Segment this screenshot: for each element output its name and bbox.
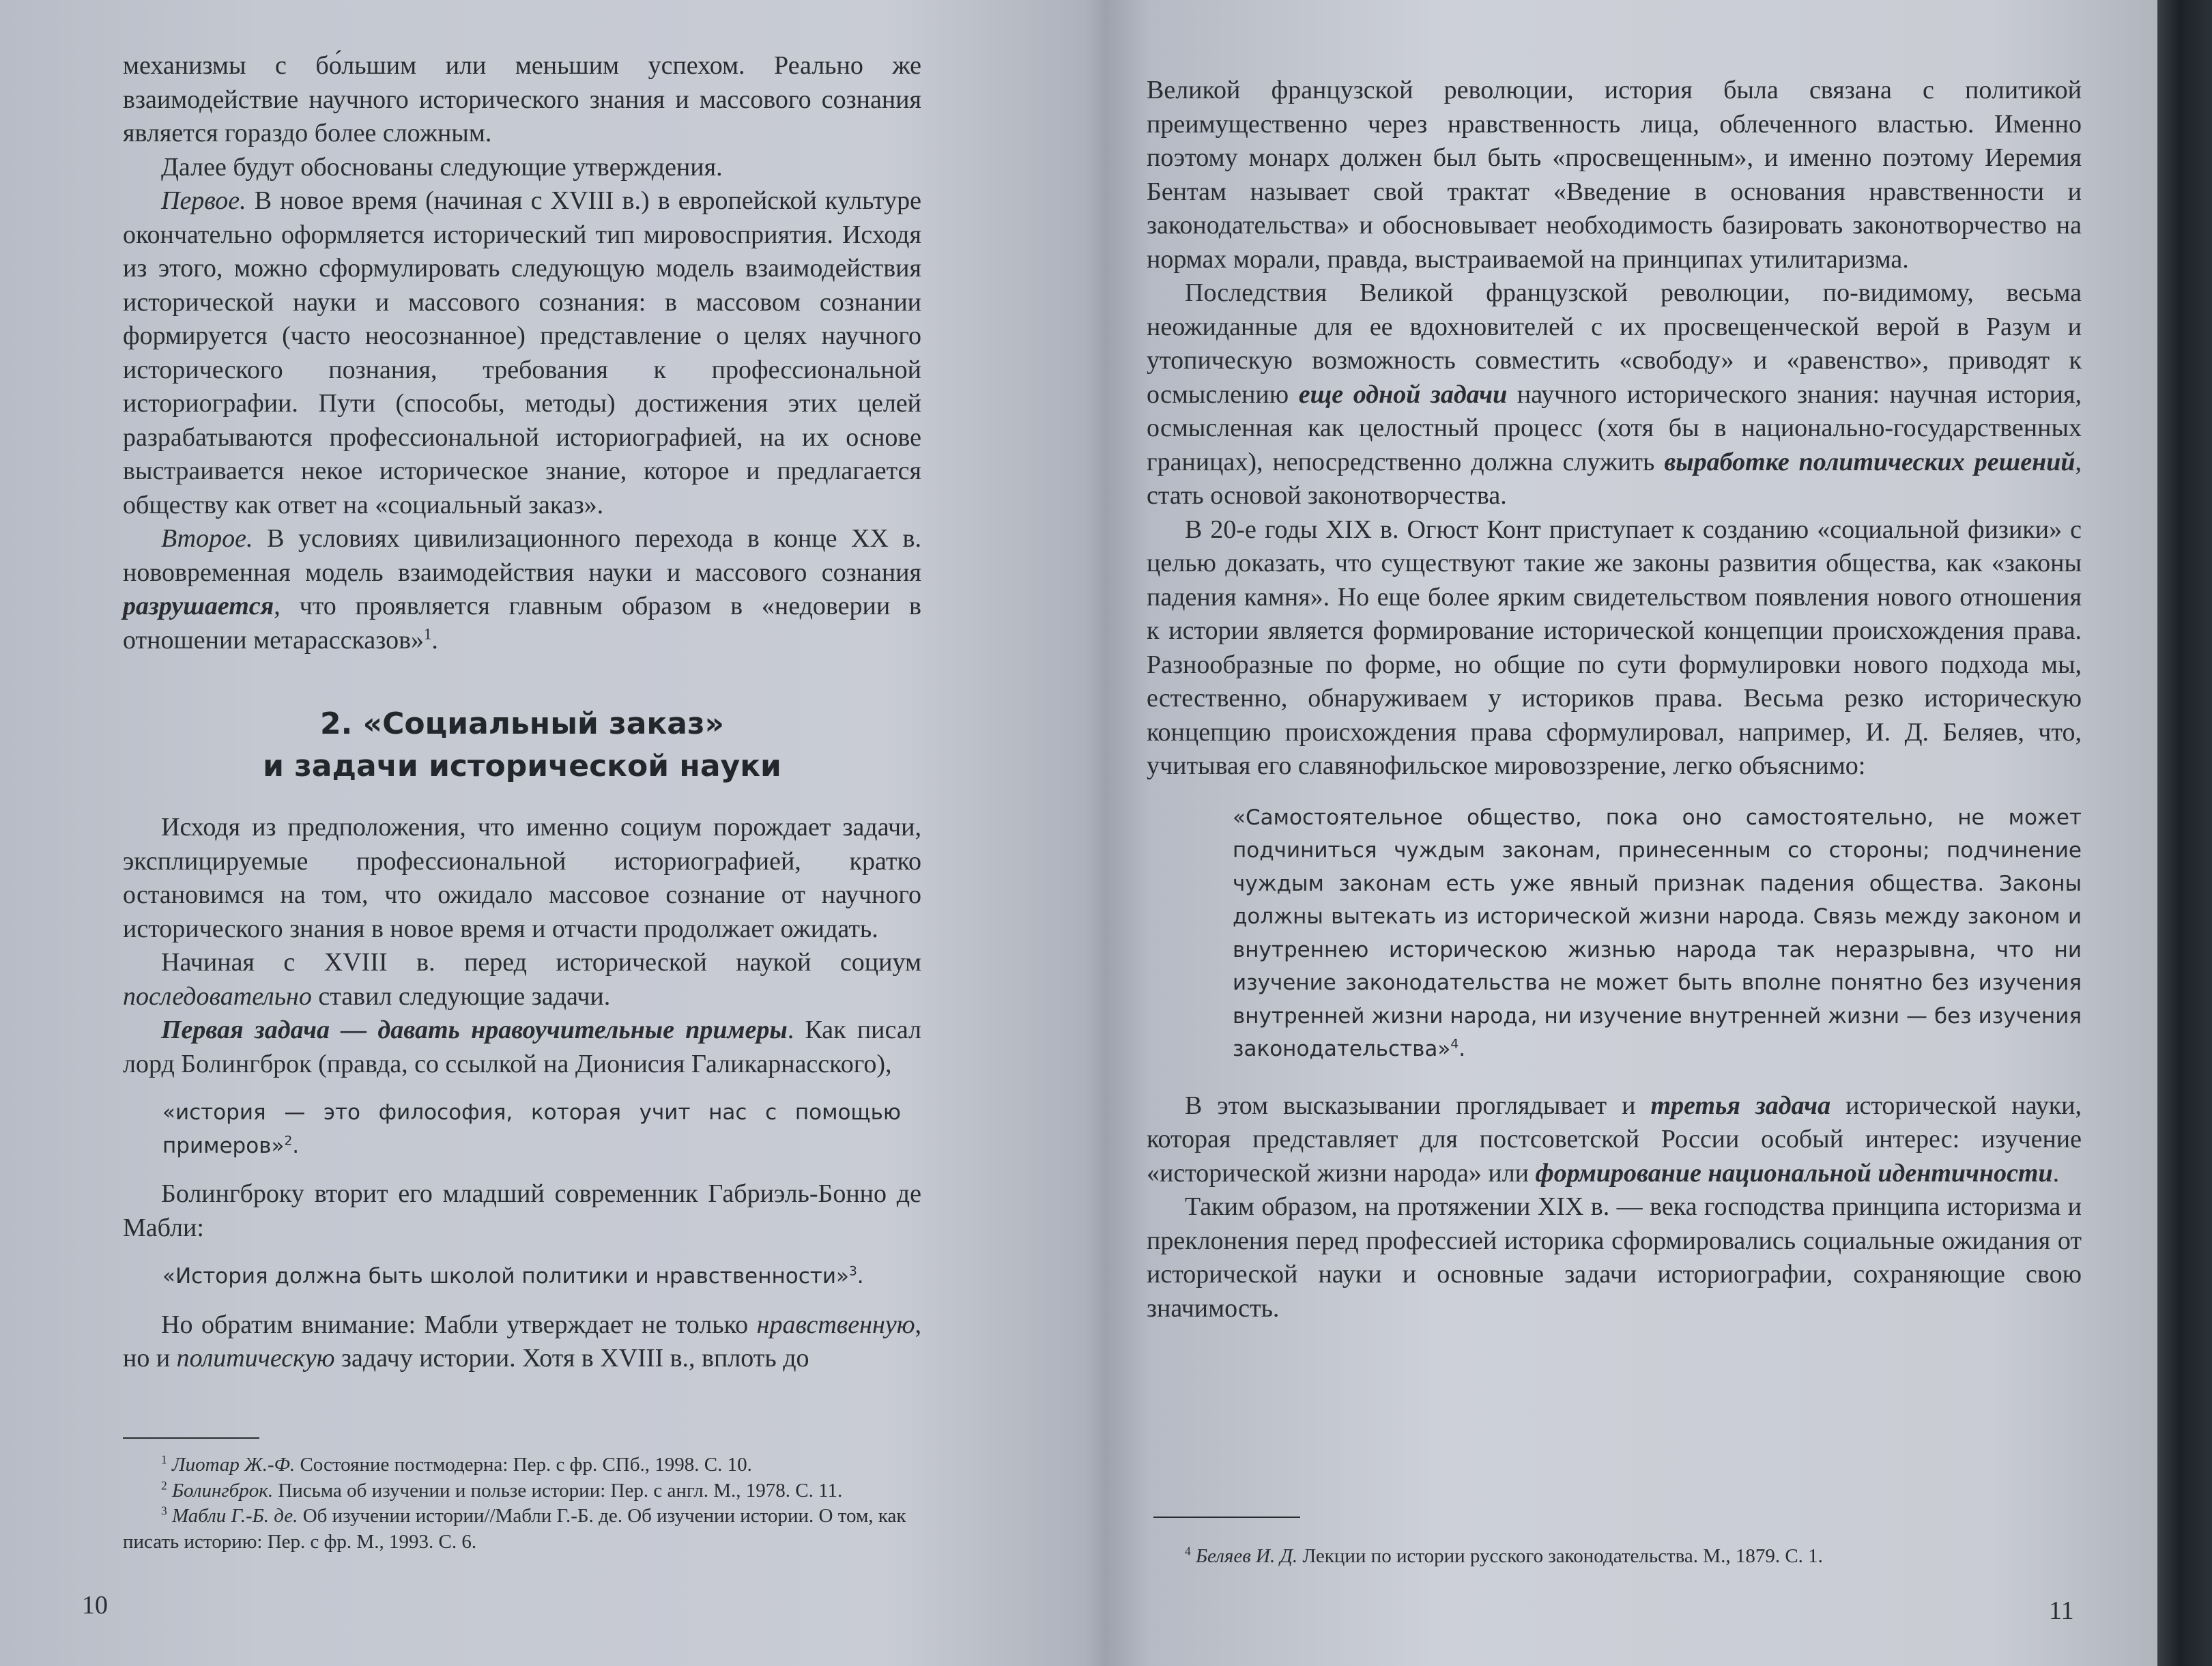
paragraph: Далее будут обоснованы следующие утверждения.	[161, 152, 723, 182]
text: , но и	[123, 1310, 921, 1373]
emphasis: формирование национальной идентичности	[1535, 1158, 2053, 1188]
text: ставил следующие задачи.	[311, 981, 611, 1011]
paragraph-first-claim	[123, 184, 921, 522]
quote-text: «история — это философия, которая учит нас с помощью примеров»	[162, 1100, 901, 1158]
emphasis: нравственную	[756, 1310, 915, 1339]
emphasis: последовательно	[123, 981, 312, 1011]
text: В этом высказывании проглядывает и	[1185, 1091, 1651, 1120]
text: Но обратим внимание: Мабли утверждает не только	[161, 1310, 757, 1339]
quotation	[162, 1096, 901, 1162]
footnotes	[1147, 1544, 2082, 1570]
quote-text: «История должна быть школой политики и нравственности»	[162, 1264, 849, 1289]
paragraph: механизмы с бо́льшим или меньшим успехом. Реально же взаимодействие научного исторического знания и массового сознания является гораздо более сложным.	[123, 51, 921, 147]
footnote	[1147, 1544, 2082, 1570]
punctuation: .	[1459, 1037, 1466, 1061]
first-claim-text: В новое время (начиная с XVIII в.) в европейской культуре окончательно оформляется исторический тип мировосприятия. Исходя из этого, можно сформулировать следующую модель взаимодействия исторической науки и массового сознания: в массовом сознании формируется (часто неосознанное) представление о целях научного исторического познания, требования к профессиональной историографии. Пути (способы, методы) достижения этих целей разрабатываются профессиональной историографией, на их основе выстраивается некое историческое знание, которое и предлагается обществу как ответ на «социальный заказ».	[123, 186, 921, 519]
footnote-rule	[123, 1437, 259, 1439]
footnote-text: Лекции по истории русского законодательства. М., 1879. С. 1.	[1297, 1545, 1823, 1567]
right-page	[1147, 0, 2082, 1666]
second-claim-text: В условиях цивилизационного перехода в конце XX в. нововременная модель взаимодействия науки и массового сознания	[123, 524, 921, 587]
quotation	[162, 1260, 901, 1293]
paragraph-second-claim	[123, 522, 921, 657]
paragraph: Болингброку вторит его младший современник Габриэль-Бонно де Мабли:	[123, 1179, 921, 1242]
second-claim-label: Второе.	[161, 524, 253, 553]
paragraph	[1147, 276, 2082, 513]
paragraph: Таким образом, на протяжении XIX в. — века господства принципа историзма и преклонения перед профессией историка сформировались социальные ожидания от исторической науки и основные задачи историографии, сохраняющие свою значимость.	[1147, 1192, 2082, 1323]
text: Последствия Великой французской революции, по-видимому, весьма неожиданные для ее вдохновителей с их просвещенческой верой в Разум и утопическую возможность совместить «свободу» и «равенство», приводят к осмыслению	[1147, 278, 2082, 409]
paragraph: В 20-е годы XIX в. Огюст Конт приступает к созданию «социальной физики» с целью доказать, что существуют такие же законы развития общества, как «законы падения камня». Но еще более ярким свидетельством появления нового отношения к истории является формирование исторической концепции происхождения права. Разнообразные по форме, но общие по сути формулировки нового подхода мы, естественно, обнаруживаем у историков права. Весьма резко историческую концепцию происхождения права сформулировал, например, И. Д. Беляев, что, учитывая его славянофильское мировоззрение, легко объяснимо:	[1147, 515, 2082, 780]
page-number: 11	[2049, 1596, 2074, 1625]
left-page	[75, 0, 962, 1666]
paragraph: Исходя из предположения, что именно социум порождает задачи, эксплицируемые профессиональной историографией, кратко остановимся на том, что ожидало массовое сознание от научного исторического знания в новое время и отчасти продолжает ожидать.	[123, 813, 921, 943]
paragraph	[1147, 1089, 2082, 1191]
footnote-number: 3	[161, 1504, 167, 1518]
emphasis: третья задача	[1650, 1091, 1831, 1120]
footnote	[123, 1452, 921, 1478]
paragraph	[123, 946, 921, 1014]
text: исторической науки, которая представляет для постсоветской России особый интерес: изучение «исторической жизни народа» или	[1147, 1091, 2082, 1188]
text: , стать основой законотворчества.	[1147, 447, 2082, 510]
footnote-ref: 1	[424, 624, 432, 642]
heading-line: 2. «Социальный заказ»	[320, 706, 724, 741]
footnote	[123, 1504, 921, 1555]
page-number: 10	[82, 1591, 108, 1620]
footnote-author: Лиотар Ж.-Ф.	[171, 1454, 296, 1476]
footnote-number: 2	[161, 1478, 167, 1492]
punctuation: .	[431, 625, 438, 655]
paragraph	[123, 1014, 921, 1081]
punctuation: .	[857, 1264, 864, 1289]
emphasis: политическую	[176, 1344, 335, 1373]
text: задачу истории. Хотя в XVIII в., вплоть до	[334, 1344, 809, 1373]
emphasis: еще одной задачи	[1298, 379, 1508, 409]
section-heading	[123, 703, 921, 788]
quotation	[1233, 801, 2082, 1066]
footnote-number: 4	[1185, 1544, 1191, 1558]
footnotes	[123, 1452, 921, 1555]
footnote-ref: 2	[284, 1134, 293, 1149]
paragraph: Великой французской революции, история была связана с политикой преимущественно через нравственность лица, облеченного властью. Именно поэтому монарх должен был быть «просвещенным», и именно поэтому Иеремия Бентам называет свой трактат «Введение в основания нравственности и законодательства» и обосновывает необходимость базировать законотворчество на нормах морали, правда, выстраиваемой на принципах утилитаризма.	[1147, 76, 2082, 274]
left-body-bottom	[123, 811, 921, 1376]
punctuation: .	[292, 1133, 300, 1158]
footnote-text: Письма об изучении и пользе истории: Пер. с англ. М., 1978. С. 11.	[273, 1479, 843, 1502]
footnote-text: Состояние постмодерна: Пер. с фр. СПб., 1998. С. 10.	[295, 1454, 752, 1476]
footnote-ref: 4	[1450, 1037, 1459, 1052]
emphasis: разрушается	[123, 592, 274, 620]
footnote-number: 1	[161, 1452, 167, 1467]
right-body	[1147, 74, 2082, 1325]
paragraph	[123, 1308, 921, 1376]
second-claim-text: , что проявляется главным образом в «недоверии в отношении метарассказов»	[123, 592, 921, 655]
book-edge	[2157, 0, 2212, 1666]
text: .	[2052, 1158, 2060, 1188]
emphasis: Первая задача — давать нравоучительные примеры	[161, 1016, 788, 1044]
text: . Как писал лорд Болингброк (правда, со ссылкой на Дионисия Галикарнасского),	[123, 1016, 921, 1078]
footnote-author: Беляев И. Д.	[1195, 1545, 1298, 1567]
left-body-top	[123, 49, 921, 657]
first-claim-label: Первое.	[161, 186, 246, 215]
footnote-ref: 3	[848, 1264, 857, 1279]
emphasis: выработке политических решений	[1664, 447, 2075, 476]
footnote-text: Об изучении истории//Мабли Г.-Б. де. Об изучении истории. О том, как писать историю: Пер. с фр. М., 1993. С. 6.	[123, 1505, 906, 1553]
footnote-rule	[1153, 1517, 1300, 1518]
quote-text: «Самостоятельное общество, пока оно самостоятельно, не может подчиниться чуждым законам, принесенным со стороны; подчинение чуждым законам есть уже явный признак падения общества. Законы должны вытекать из исторической жизни народа. Связь между законом и внутреннею историческою жизнью народа так неразрывна, что ни изучение законодательства не может быть вполне понятно без изучения внутренней жизни народа, ни изучение внутренней жизни — без изучения законодательства»	[1233, 805, 2082, 1061]
heading-line: и задачи исторической науки	[263, 749, 781, 784]
footnote-author: Болингброк.	[171, 1479, 274, 1502]
footnote	[123, 1478, 921, 1504]
text: научного исторического знания: научная история, осмысленная как целостный процесс (хотя бы в национально-государственных границах), непосредственно должна служить	[1147, 379, 2082, 476]
footnote-author: Мабли Г.-Б. де.	[171, 1505, 298, 1527]
text: Начиная с XVIII в. перед исторической наукой социум	[161, 948, 921, 977]
